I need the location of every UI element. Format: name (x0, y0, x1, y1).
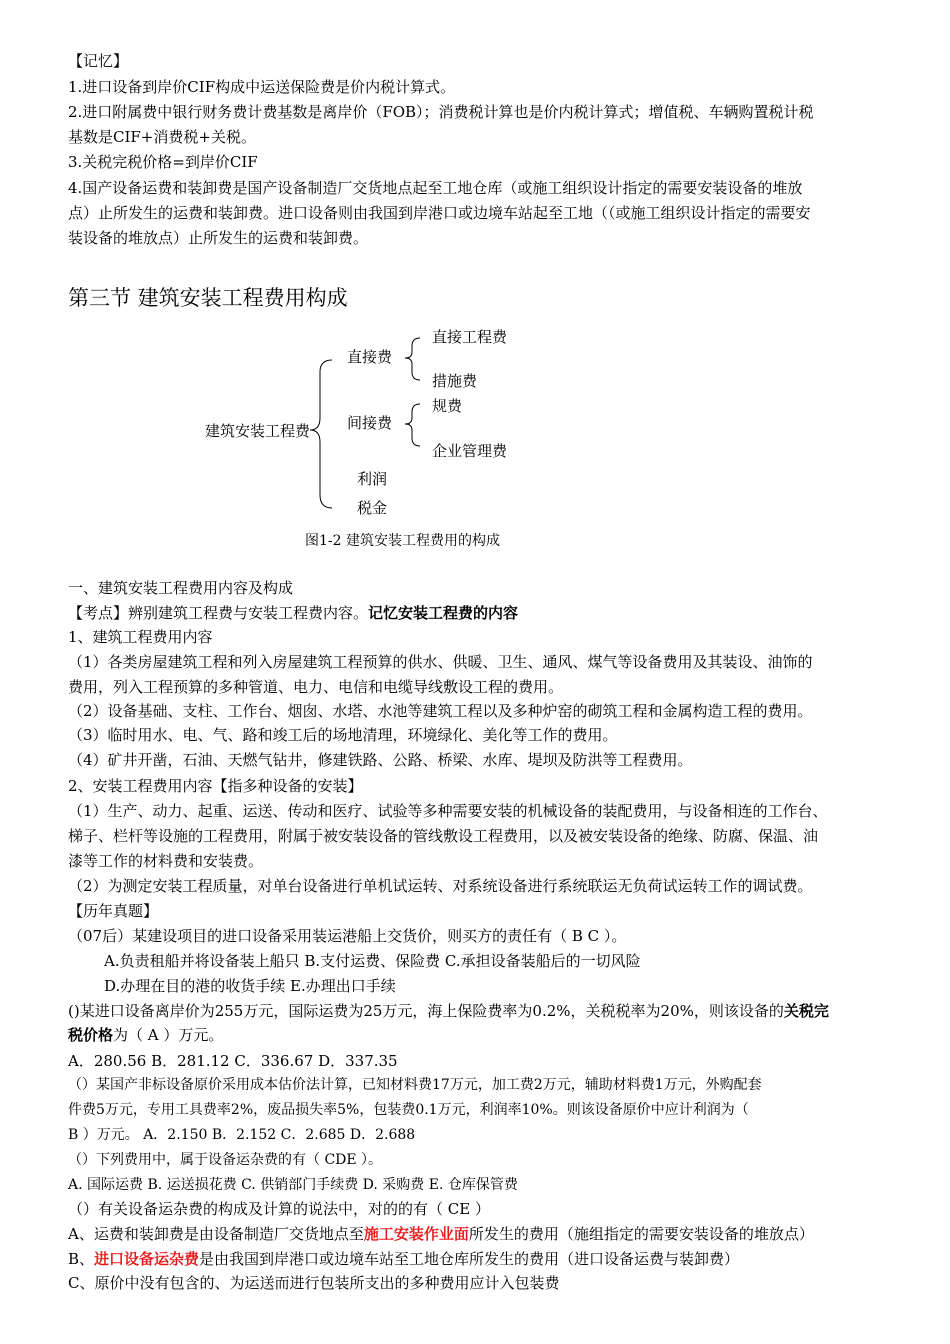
content-line-6: （3）临时用水、电、气、路和竣工后的场地清理，环境绿化、美化等工作的费用。 (68, 726, 618, 744)
question-5-option-c: C、原价中没有包含的、为运送而进行包装所支出的多种费用应计入包装费 (68, 1274, 560, 1292)
content-line-5: （2）设备基础、支柱、工作台、烟囱、水塔、水池等建筑工程以及多种炉窑的砌筑工程和金属构造工程的费用。 (68, 702, 813, 720)
option-b-text-cont: 是由我国到岸港口或边境车站至工地仓库所发生的费用（进口设备运费与装卸费） (199, 1250, 740, 1268)
content-line-2 (68, 602, 518, 624)
question-2-line-1 (68, 1000, 829, 1022)
past-exams-heading: 【历年真题】 (68, 902, 159, 920)
diagram-tax-label: 税金 (357, 499, 388, 517)
question-1-options-b: D.办理在目的港的收货手续 E.办理出口手续 (104, 977, 396, 995)
option-b-highlight: 进口设备运杂费 (94, 1250, 200, 1268)
question-5-option-b (68, 1248, 739, 1270)
content-line-1: 一、建筑安装工程费用内容及构成 (68, 579, 294, 597)
question-3-line-2: 件费5万元，专用工具费率2%，废品损失率5%，包装费0.1万元，利润率10%。则该设备原价中应计利润为（ (68, 1102, 749, 1118)
question-1: （07后）某建设项目的进口设备采用装运港船上交货价，则买方的责任有（ B C ）。 (68, 927, 627, 945)
exam-point-emphasis: 记忆安装工程费的内容 (368, 604, 519, 622)
exam-point-text: 【考点】辨别建筑工程费与安装工程费内容。 (68, 604, 369, 622)
question-5: （）有关设备运杂费的构成及计算的说法中，对的的有（ CE ） (68, 1200, 490, 1218)
question-2-options: A．280.56 B．281.12 C．336.67 D．337.35 (68, 1052, 398, 1070)
option-b-text: B、 (68, 1250, 95, 1268)
diagram-indirect-sub2: 企业管理费 (432, 442, 508, 460)
memory-point-2a: 2.进口附属费中银行财务费计费基数是离岸价（FOB）；消费税计算也是价内税计算式；增值税、车辆购置税计税 (68, 103, 814, 121)
question-5-option-a (68, 1223, 814, 1245)
diagram-direct-sub1: 直接工程费 (432, 328, 508, 346)
diagram-root-label: 建筑安装工程费 (205, 422, 311, 440)
question-2-text: ()某进口设备离岸价为255万元，国际运费为25万元，海上保险费率为0.2%，关税税率为20%，则该设备的 (68, 1002, 784, 1020)
section-title: 第三节 建筑安装工程费用构成 (68, 286, 348, 310)
question-3-line-1: （）某国产非标设备原价采用成本估价法计算，已知材料费17万元，加工费2万元，辅助材料费1万元，外购配套 (68, 1077, 762, 1093)
question-4-options: A. 国际运费 B. 运送损花费 C. 供销部门手续费 D. 采购费 E. 仓库保管费 (68, 1177, 518, 1193)
content-line-9c: 漆等工作的材料费和安装费。 (68, 852, 264, 870)
option-a-text: A、运费和装卸费是由设备制造厂交货地点至 (68, 1225, 364, 1243)
question-1-options-a: A.负责租船并将设备装上船只 B.支付运费、保险费 C.承担设备装船后的一切风险 (104, 952, 641, 970)
memory-point-3: 3.关税完税价格=到岸价CIF (68, 153, 258, 171)
diagram-direct-sub2: 措施费 (432, 372, 478, 390)
diagram-indirect-label: 间接费 (347, 414, 393, 432)
question-2-emphasis-cont: 税价格 (68, 1026, 114, 1044)
diagram-profit-label: 利润 (357, 470, 388, 488)
memory-point-4a: 4.国产设备运费和装卸费是国产设备制造厂交货地点起至工地仓库（或施工组织设计指定的需要安装设备的堆放 (68, 179, 803, 197)
memory-point-2b: 基数是CIF+消费税+关税。 (68, 128, 256, 146)
memory-point-4c: 装设备的堆放点）止所发生的运费和装卸费。 (68, 229, 369, 247)
content-line-9b: 梯子、栏杆等设施的工程费用，附属于被安装设备的管线敷设工程费用，以及被安装设备的绝缘、防腐、保温、油 (68, 827, 819, 845)
diagram-direct-label: 直接费 (347, 348, 393, 366)
content-line-3: 1、建筑工程费用内容 (68, 628, 213, 646)
diagram-indirect-sub1: 规费 (432, 397, 463, 415)
question-2-emphasis: 关税完 (783, 1002, 829, 1020)
memory-heading: 【记忆】 (68, 52, 129, 70)
content-line-7: （4）矿井开凿，石油、天燃气钻井，修建铁路、公路、桥梁、水库、堤坝及防洪等工程费用。 (68, 751, 693, 769)
question-2-text-cont: 为（ A ）万元。 (113, 1026, 224, 1044)
indirect-brace (405, 404, 420, 446)
content-line-8: 2、安装工程费用内容【指多种设备的安装】 (68, 777, 363, 795)
root-brace (310, 360, 332, 508)
content-line-9a: （1）生产、动力、起重、运送、传动和医疗、试验等多种需要安装的机械设备的装配费用，与设备相连的工作台、 (68, 802, 828, 820)
question-2-line-2 (68, 1024, 223, 1046)
memory-point-1: 1.进口设备到岸价CIF构成中运送保险费是价内税计算式。 (68, 78, 456, 96)
content-line-4b: 费用，列入工程预算的多种管道、电力、电信和电缆导线敷设工程的费用。 (68, 678, 564, 696)
memory-point-4b: 点）止所发生的运费和装卸费。进口设备则由我国到岸港口或边境车站起至工地（（或施工组织设计指定的需要安 (68, 204, 811, 222)
content-line-10: （2）为测定安装工程质量，对单台设备进行单机试运转、对系统设备进行系统联运无负荷试运转工作的调试费。 (68, 877, 813, 895)
content-line-4a: （1）各类房屋建筑工程和列入房屋建筑工程预算的供水、供暖、卫生、通风、煤气等设备费用及其装设、油饰的 (68, 653, 813, 671)
diagram-caption: 图1-2 建筑安装工程费用的构成 (305, 533, 500, 549)
question-3-line-3: B ）万元。 A．2.150 B．2.152 C．2.685 D．2.688 (68, 1127, 416, 1143)
question-4: （）下列费用中，属于设备运杂费的有（ CDE ）。 (68, 1152, 383, 1168)
direct-brace (405, 338, 420, 380)
option-a-text-cont: 所发生的费用（施组指定的需要安装设备的堆放点） (468, 1225, 814, 1243)
option-a-highlight: 施工安装作业面 (363, 1225, 469, 1243)
